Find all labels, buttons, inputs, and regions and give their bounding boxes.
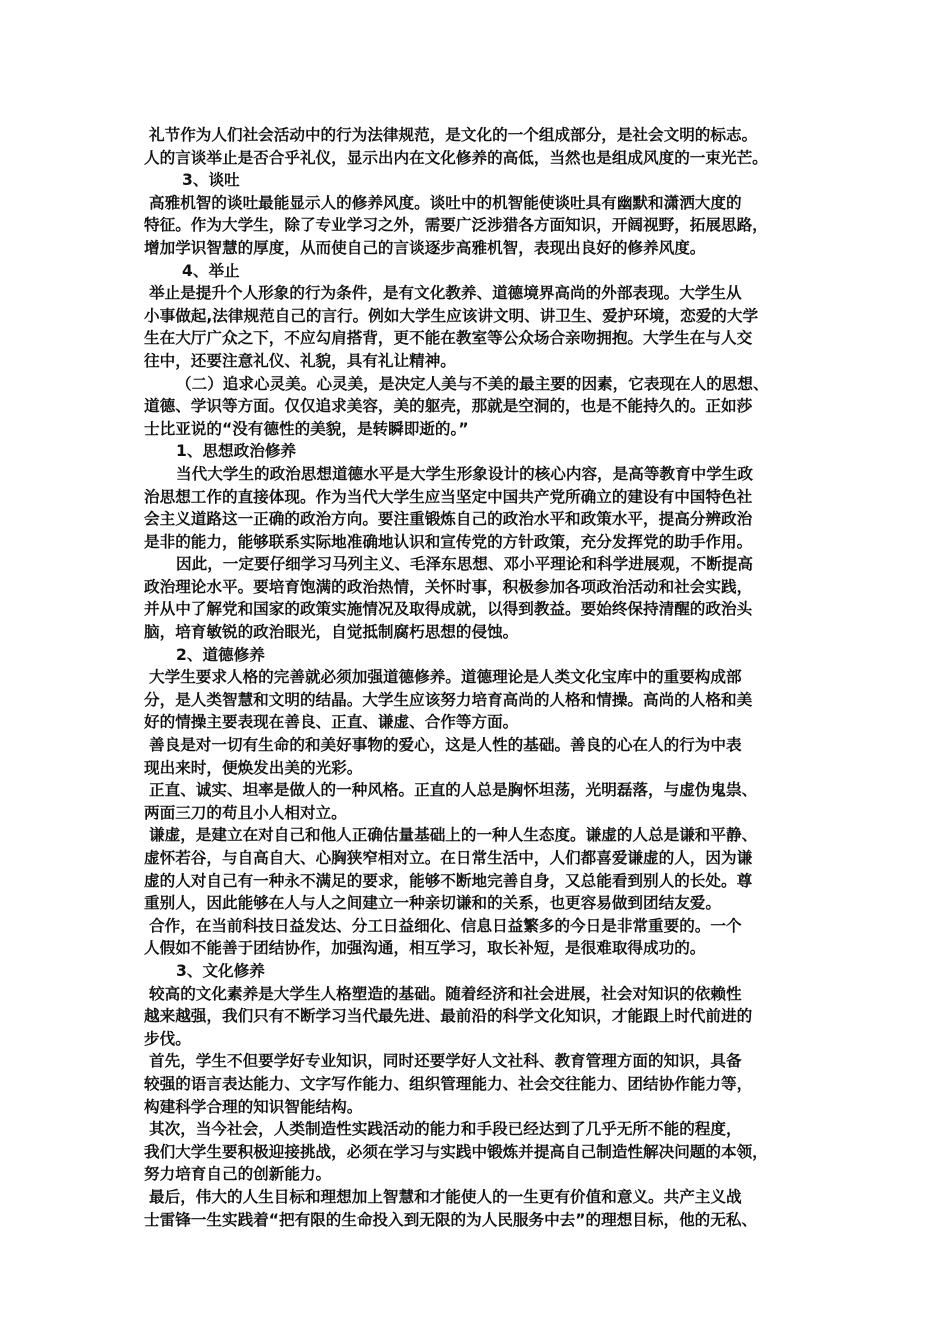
text-line: 道德、学识等方面。仅仅追求美容，美的躯壳，那就是空洞的，也是不能持久的。正如莎 xyxy=(144,397,753,416)
section-heading: 3、文化修养 xyxy=(176,961,265,980)
text-line: 生在大厅广众之下，不应勾肩搭背，更不能在教室等公众场合亲吻拥抱。大学生在与人交 xyxy=(144,329,753,348)
text-line: 分，是人类智慧和文明的结晶。大学生应该努力培育高尚的人格和情操。高尚的人格和美 xyxy=(144,690,753,709)
text-line: 努力培育自己的创新能力。 xyxy=(144,1165,332,1184)
text-line: 人假如不能善于团结协作，加强沟通，相互学习，取长补短，是很难取得成功的。 xyxy=(144,939,706,958)
text-line: 政治理论水平。要培育饱满的政治热情，关怀时事，积极参加各项政治活动和社会实践， xyxy=(144,577,753,596)
text-line: 最后，伟大的人生目标和理想加上智慧和才能使人的一生更有价值和意义。共产主义战 xyxy=(149,1187,742,1206)
text-line: 举止是提升个人形象的行为条件，是有文化教养、道德境界高尚的外部表现。大学生从 xyxy=(149,284,742,303)
text-line: 虚的人对自己有一种永不满足的要求，能够不断地完善自身，又总能看到别人的长处。尊 xyxy=(144,871,753,890)
text-line: 善良是对一切有生命的和美好事物的爱心，这是人性的基础。善良的心在人的行为中表 xyxy=(149,736,742,755)
text-line: 好的情操主要表现在善良、正直、谦虚、合作等方面。 xyxy=(144,713,519,732)
text-line: 脑，培育敏锐的政治眼光，自觉抵制腐朽思想的侵蚀。 xyxy=(144,623,519,642)
text-line: 大学生要求人格的完善就必须加强道德修养。道德理论是人类文化宝库中的重要构成部 xyxy=(149,668,742,687)
text-line: 特征。作为大学生，除了专业学习之外，需要广泛涉猎各方面知识，开阔视野，拓展思路， xyxy=(144,216,768,235)
document-body xyxy=(144,124,814,1231)
text-line: 会主义道路这一正确的政治方向。要注重锻炼自己的政治水平和政策水平，提高分辨政治 xyxy=(144,510,753,529)
text-line: 较高的文化素养是大学生人格塑造的基础。随着经济和社会进展，社会对知识的依赖性 xyxy=(149,984,742,1003)
text-line: 越来越强，我们只有不断学习当代最先进、最前沿的科学文化知识，才能跟上时代前进的 xyxy=(144,1007,753,1026)
text-line: 重别人，因此能够在人与人之间建立一种亲切谦和的关系，也更容易做到团结友爱。 xyxy=(144,894,721,913)
text-line: 正直、诚实、坦率是做人的一种风格。正直的人总是胸怀坦荡，光明磊落，与虚伪鬼祟、 xyxy=(149,781,758,800)
text-line: 治思想工作的直接体现。作为当代大学生应当坚定中国共产党所确立的建设有中国特色社 xyxy=(144,487,753,506)
text-line: 小事做起,法律规范自己的言行。例如大学生应该讲文明、讲卫生、爱护环境，恋爱的大学 xyxy=(144,306,759,325)
text-line: 是非的能力，能够联系实际地准确地认识和宣传党的方针政策，充分发挥党的助手作用。 xyxy=(144,532,753,551)
section-heading: 2、道德修养 xyxy=(176,645,265,664)
text-line: 因此，一定要仔细学习马列主义、毛泽东思想、邓小平理论和科学进展观，不断提高 xyxy=(176,555,753,574)
text-line: 步伐。 xyxy=(144,1029,191,1048)
text-line: 合作，在当前科技日益发达、分工日益细化、信息日益繁多的今日是非常重要的。一个 xyxy=(149,916,742,935)
text-line: 较强的语言表达能力、文字写作能力、组织管理能力、社会交往能力、团结协作能力等， xyxy=(144,1074,753,1093)
text-line: 增加学识智慧的厚度，从而使自己的言谈逐步高雅机智，表现出良好的修养风度。 xyxy=(144,238,706,257)
text-line: 士雷锋一生实践着“把有限的生命投入到无限的为人民服务中去”的理想目标，他的无私、 xyxy=(144,1210,758,1229)
text-line: 我们大学生要积极迎接挑战，必须在学习与实践中锻炼并提高自己制造性解决问题的本领， xyxy=(144,1142,768,1161)
text-line: 礼节作为人们社会活动中的行为法律规范，是文化的一个组成部分，是社会文明的标志。 xyxy=(149,126,758,144)
text-line: 两面三刀的苟且小人相对立。 xyxy=(144,803,347,822)
section-heading: 3、谈吐 xyxy=(182,171,240,190)
section-heading: （二）追求心灵美。心灵美，是决定人美与不美的最主要的因素，它表现在人的思想、 xyxy=(176,374,769,393)
text-line: 士比亚说的“没有德性的美貌，是转瞬即逝的。” xyxy=(144,419,469,438)
section-heading: 1、思想政治修养 xyxy=(176,442,297,461)
text-line: 谦虚，是建立在对自己和他人正确估量基础上的一种人生态度。谦虚的人总是谦和平静、 xyxy=(149,826,758,845)
section-heading: 4、举止 xyxy=(182,261,240,280)
text-line: 构建科学合理的知识智能结构。 xyxy=(144,1097,363,1116)
text-line: 首先，学生不但要学好专业知识，同时还要学好人文社科、教育管理方面的知识，具备 xyxy=(149,1052,742,1071)
text-line: 往中，还要注意礼仪、礼貌，具有礼让精神。 xyxy=(144,351,456,370)
text-line: 人的言谈举止是否合乎礼仪，显示出内在文化修养的高低，当然也是组成风度的一束光芒。 xyxy=(144,148,768,167)
text-line: 并从中了解党和国家的政策实施情况及取得成就，以得到教益。要始终保持清醒的政治头 xyxy=(144,600,753,619)
text-line: 其次，当今社会，人类制造性实践活动的能力和手段已经达到了几乎无所不能的程度， xyxy=(149,1120,742,1139)
text-line: 虚怀若谷，与自高自大、心胸狭窄相对立。在日常生活中，人们都喜爱谦虚的人，因为谦 xyxy=(144,849,753,867)
text-line: 高雅机智的谈吐最能显示人的修养风度。谈吐中的机智能使谈吐具有幽默和潇洒大度的 xyxy=(149,193,742,212)
text-line: 当代大学生的政治思想道德水平是大学生形象设计的核心内容，是高等教育中学生政 xyxy=(176,464,753,483)
text-line: 现出来时，便焕发出美的光彩。 xyxy=(144,758,363,777)
